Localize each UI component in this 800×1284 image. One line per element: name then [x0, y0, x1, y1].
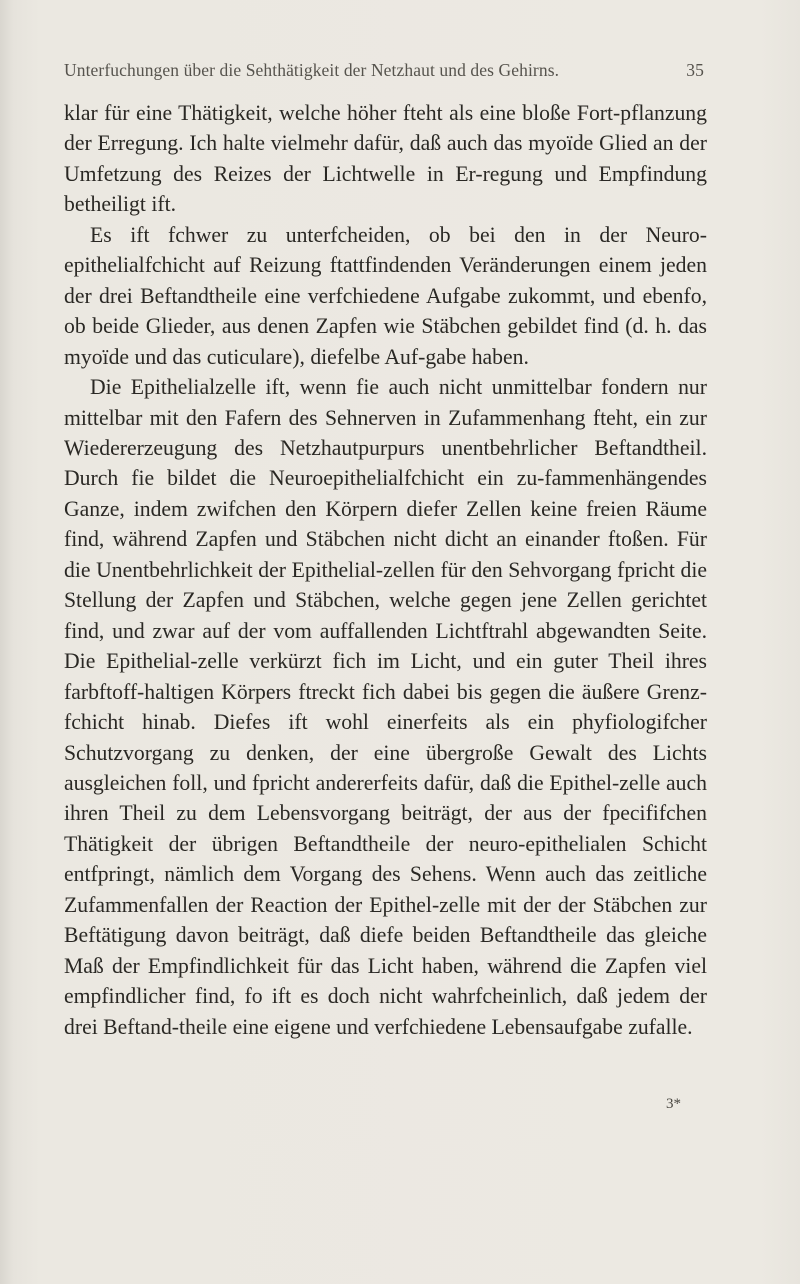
running-head [64, 60, 704, 84]
signature-mark: 3* [666, 1096, 681, 1112]
paragraph-epithelial-cell: Die Epithelialzelle ift, wenn fie auch nicht unmittelbar fondern nur mittelbar mit den Fafern des Sehnerven in Zufammenhang fteht, ein zur Wiedererzeugung des Netzhautpurpurs unentbehrlicher Beftandtheil. Durch fie bildet die Neuroepithelialfchicht ein zu-fammenhängendes Ganze, indem zwifchen den Körpern diefer Zellen keine freien Räume find, während Zapfen und Stäbchen nicht dicht an einander ftoßen. Für die Unentbehrlichkeit der Epithelial-zellen für den Sehvorgang fpricht die Stellung der Zapfen und Stäbchen, welche gegen jene Zellen gerichtet find, und zwar auf der vom auffallenden Lichtftrahl abgewandten Seite. Die Epithelial-zelle verkürzt fich im Licht, und ein guter Theil ihres farbftoff-haltigen Körpers ftreckt fich dabei bis gegen die äußere Grenz-fchicht hinab. Diefes ift wohl einerfeits als ein phyfiologifcher Schutzvorgang zu denken, der eine übergroße Gewalt des Lichts ausgleichen foll, und fpricht andererfeits dafür, daß die Epithel-zelle auch ihren Theil zu dem Lebensvorgang beiträgt, der aus der fpecififchen Thätigkeit der übrigen Beftandtheile der neuro-epithelialen Schicht entfpringt, nämlich dem Vorgang des Sehens. Wenn auch das zeitliche Zufammenfallen der Reaction der Epithel-zelle mit der der Stäbchen zur Beftätigung davon beiträgt, daß diefe beiden Beftandtheile das gleiche Maß der Empfindlichkeit für das Licht haben, während die Zapfen viel empfindlicher find, fo ift es doch nicht wahrfcheinlich, daß jedem der drei Beftand-theile eine eigene und verfchiedene Lebensaufgabe zufalle. [64, 375, 707, 1039]
page-number: 35 [686, 60, 704, 80]
body-text [64, 98, 707, 1042]
paragraph-neuroepithelial: Es ift fchwer zu unterfcheiden, ob bei den in der Neuro-epithelialfchicht auf Reizung ftattfindenden Veränderungen einem jeden der drei Beftandtheile eine verfchiedene Aufgabe zukommt, und ebenfo, ob beide Glieder, aus denen Zapfen wie Stäbchen gebildet find (d. h. das myoïde und das cuticulare), diefelbe Auf-gabe haben. [64, 222, 707, 369]
running-head-title: Unterfuchungen über die Sehthätigkeit der Netzhaut und des Gehirns. [64, 60, 560, 80]
paragraph-continuation: klar für eine Thätigkeit, welche höher fteht als eine bloße Fort-pflanzung der Erregung. Ich halte vielmehr dafür, daß auch das myoïde Glied an der Umfetzung des Reizes der Lichtwelle in Er-regung und Empfindung betheiligt ift. [64, 101, 707, 217]
